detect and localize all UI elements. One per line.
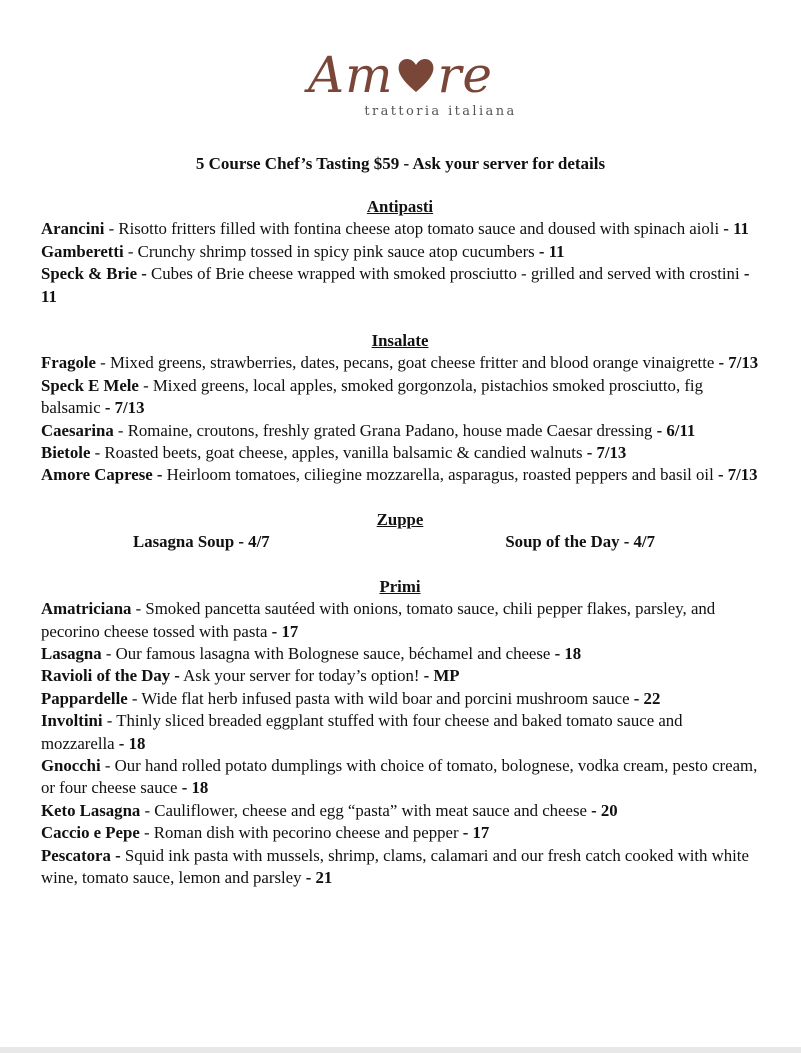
item-description: - Smoked pancetta sautéed with onions, tomato sauce, chili pepper flakes, parsley, and pecorino cheese tossed with pasta <box>41 599 716 641</box>
item-name: Pescatora - <box>41 845 121 865</box>
item-name: Amore Caprese - <box>41 465 163 485</box>
item-price: - 18 <box>181 778 209 798</box>
section-title: Insalate <box>371 331 429 351</box>
section-title: Antipasti <box>366 197 434 216</box>
item-price: - MP <box>423 666 460 686</box>
item-price: - 17 <box>271 621 299 641</box>
menu-item <box>41 710 759 755</box>
logo-wordmark-left: Am <box>307 46 394 104</box>
item-description: - Mixed greens, local apples, smoked gorgonzola, pistachios smoked prosciutto, fig balsamic <box>41 375 703 418</box>
item-name: Speck & Brie - <box>41 264 147 284</box>
heart-icon <box>395 55 437 95</box>
item-name: Bietole <box>41 443 91 463</box>
item-description: - Romaine, croutons, freshly grated Grana Padano, house made Caesar dressing <box>113 420 657 440</box>
item-price: - 18 <box>554 643 582 663</box>
menu-item <box>41 643 759 665</box>
logo-tagline: trattoria italiana <box>364 104 517 119</box>
item-price: - 7/13 <box>718 353 759 373</box>
logo-wordmark <box>308 48 493 102</box>
menu-item <box>41 352 759 374</box>
item-description: Heirloom tomatoes, ciliegine mozzarella, asparagus, roasted peppers and basil oil <box>162 465 718 485</box>
section-insalate <box>41 330 759 487</box>
menu-item <box>41 241 759 263</box>
menu-item <box>41 420 759 442</box>
menu-item <box>41 263 759 308</box>
item-description: - Mixed greens, strawberries, dates, pecans, goat cheese fritter and blood orange vinaigrette <box>95 353 719 373</box>
tasting-promo: 5 Course Chef’s Tasting $59 - Ask your server for details <box>195 154 606 173</box>
menu-item <box>41 464 759 486</box>
item-price: - 17 <box>462 823 490 843</box>
item-name: Pappardelle <box>41 688 128 708</box>
menu-item <box>41 822 759 844</box>
item-name: Involtini <box>41 711 103 731</box>
item-description: - Risotto fritters filled with fontina cheese atop tomato sauce and doused with spinach aioli <box>104 219 724 239</box>
section-title: Zuppe <box>376 509 424 529</box>
item-description: - Crunchy shrimp tossed in spicy pink sauce atop cucumbers <box>123 241 539 261</box>
menu-item <box>41 755 759 800</box>
menu-item <box>41 442 759 464</box>
item-price: - 21 <box>305 867 333 887</box>
item-price: - 11 <box>723 219 749 239</box>
menu-item <box>41 688 759 710</box>
item-name: Caccio e Pepe <box>41 823 140 843</box>
item-description: Cubes of Brie cheese wrapped with smoked prosciutto - grilled and served with crostini <box>146 264 744 284</box>
item-name: Fragole <box>41 353 96 373</box>
item-description: - Our hand rolled potato dumplings with choice of tomato, bolognese, vodka cream, pesto cream, or four cheese sauce <box>41 755 758 798</box>
menu-item <box>41 845 759 890</box>
item-name: Arancini <box>41 219 105 239</box>
soup-row <box>41 531 759 553</box>
item-price: - 22 <box>633 688 661 708</box>
menu-item <box>41 375 759 420</box>
logo-wordmark-right: re <box>437 46 494 104</box>
item-name: Amatriciana <box>41 599 132 619</box>
item-name: Gnocchi <box>41 755 101 775</box>
soup-item: Soup of the Day - 4/7 <box>505 532 655 552</box>
item-price: - 20 <box>591 800 618 820</box>
item-description: - Roman dish with pecorino cheese and pepper <box>139 823 463 843</box>
item-price: - 7/13 <box>104 398 145 418</box>
section-antipasti <box>41 196 759 308</box>
page-bottom-edge <box>0 1047 801 1053</box>
menu-item <box>41 218 759 240</box>
section-zuppe <box>41 509 759 554</box>
item-price: - 6/11 <box>656 420 696 440</box>
soup-item: Lasagna Soup - 4/7 <box>133 532 270 552</box>
section-primi <box>41 576 759 890</box>
menu-body <box>41 196 759 911</box>
item-name: Keto Lasagna <box>41 800 141 820</box>
item-name: Ravioli of the Day - <box>41 666 180 686</box>
menu-item <box>41 598 759 643</box>
item-price: - 11 <box>41 264 750 306</box>
menu-item <box>41 800 759 822</box>
restaurant-logo <box>0 48 801 119</box>
section-title: Primi <box>379 576 421 596</box>
item-description: - Roasted beets, goat cheese, apples, vanilla balsamic & candied walnuts <box>90 443 587 463</box>
item-name: Gamberetti <box>41 241 124 261</box>
menu-item <box>41 665 759 687</box>
item-price: - 7/13 <box>717 465 758 485</box>
item-price: - 11 <box>538 241 565 261</box>
item-name: Lasagna <box>41 643 102 663</box>
item-price: - 18 <box>118 733 146 753</box>
item-description: Squid ink pasta with mussels, shrimp, clams, calamari and our fresh catch cooked with white wine, tomato sauce, lemon and parsley <box>41 845 749 887</box>
item-description: - Cauliflower, cheese and egg “pasta” with meat sauce and cheese <box>140 800 592 820</box>
item-description: - Wide flat herb infused pasta with wild boar and porcini mushroom sauce <box>127 688 634 708</box>
item-price: - 7/13 <box>586 443 627 463</box>
item-name: Speck E Mele <box>41 375 139 395</box>
item-description: - Thinly sliced breaded eggplant stuffed with four cheese and baked tomato sauce and mozzarella <box>41 711 683 753</box>
item-description: - Our famous lasagna with Bolognese sauce, béchamel and cheese <box>101 643 555 663</box>
item-description: Ask your server for today’s option! <box>179 666 424 686</box>
item-name: Caesarina <box>41 420 114 440</box>
